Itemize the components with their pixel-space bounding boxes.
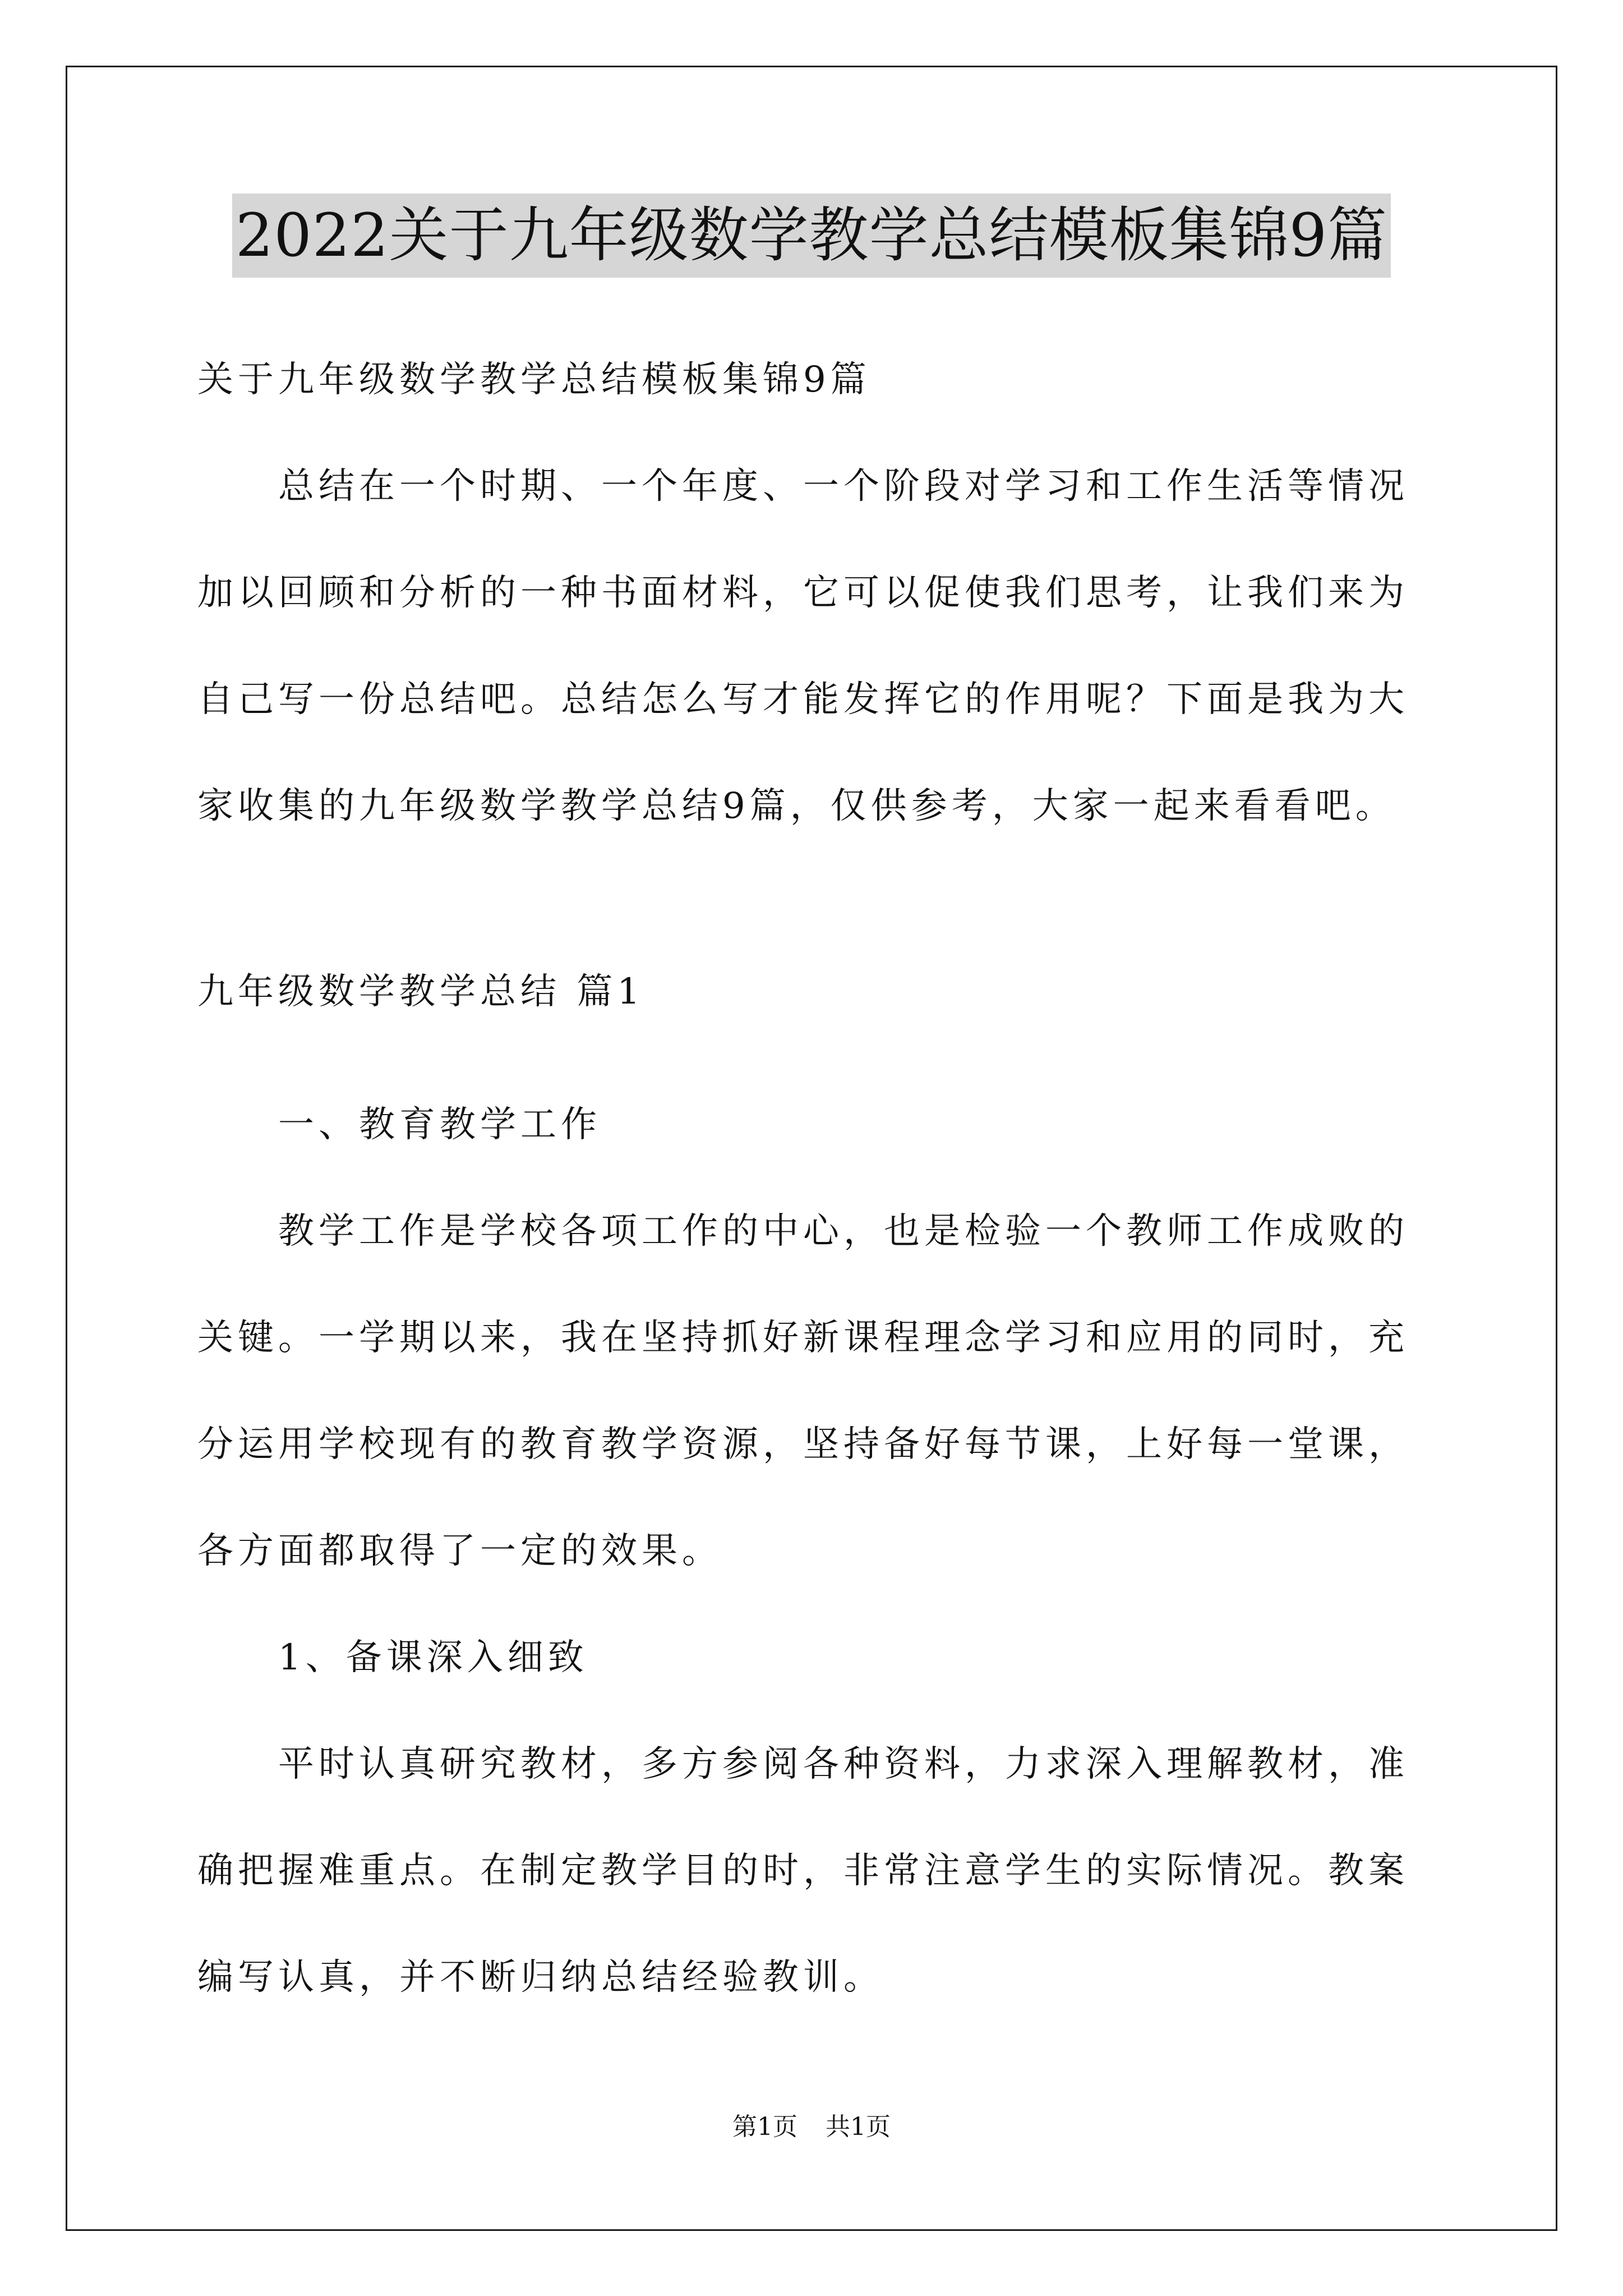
sub-heading-education: 一、教育教学工作 xyxy=(278,1104,601,1145)
para1-line-4: 各方面都取得了一定的效果。 xyxy=(197,1530,722,1572)
section-heading: 九年级数学教学总结 篇1 xyxy=(197,971,645,1013)
para1-line-3: 分运用学校现有的教育教学资源，坚持备好每节课，上好每一堂课， xyxy=(197,1424,1409,1465)
intro-line-2: 加以回顾和分析的一种书面材料，它可以促使我们思考，让我们来为 xyxy=(197,572,1409,614)
para1-line-1: 教学工作是学校各项工作的中心，也是检验一个教师工作成败的 xyxy=(278,1211,1409,1252)
title-container xyxy=(0,194,1623,278)
para1-line-2: 关键。一学期以来，我在坚持抓好新课程理念学习和应用的同时，充 xyxy=(197,1317,1409,1359)
page-number: 第1页 xyxy=(732,2113,797,2141)
intro-line-4: 家收集的九年级数学教学总结9篇，仅供参考，大家一起来看看吧。 xyxy=(197,785,1396,827)
intro-line-1: 总结在一个时期、一个年度、一个阶段对学习和工作生活等情况 xyxy=(278,466,1409,507)
page-footer xyxy=(0,2110,1623,2144)
para2-line-3: 编写认真，并不断归纳总结经验教训。 xyxy=(197,1957,884,1998)
sub-heading-prep: 1、备课深入细致 xyxy=(278,1637,588,1678)
para2-line-2: 确把握难重点。在制定教学目的时，非常注意学生的实际情况。教案 xyxy=(197,1850,1409,1892)
page-total: 共1页 xyxy=(826,2113,891,2141)
document-title: 2022关于九年级数学教学总结模板集锦9篇 xyxy=(232,194,1391,278)
intro-line-3: 自己写一份总结吧。总结怎么写才能发挥它的作用呢？下面是我为大 xyxy=(197,679,1409,720)
para2-line-1: 平时认真研究教材，多方参阅各种资料，力求深入理解教材，准 xyxy=(278,1743,1409,1785)
document-subtitle: 关于九年级数学教学总结模板集锦9篇 xyxy=(197,359,871,401)
